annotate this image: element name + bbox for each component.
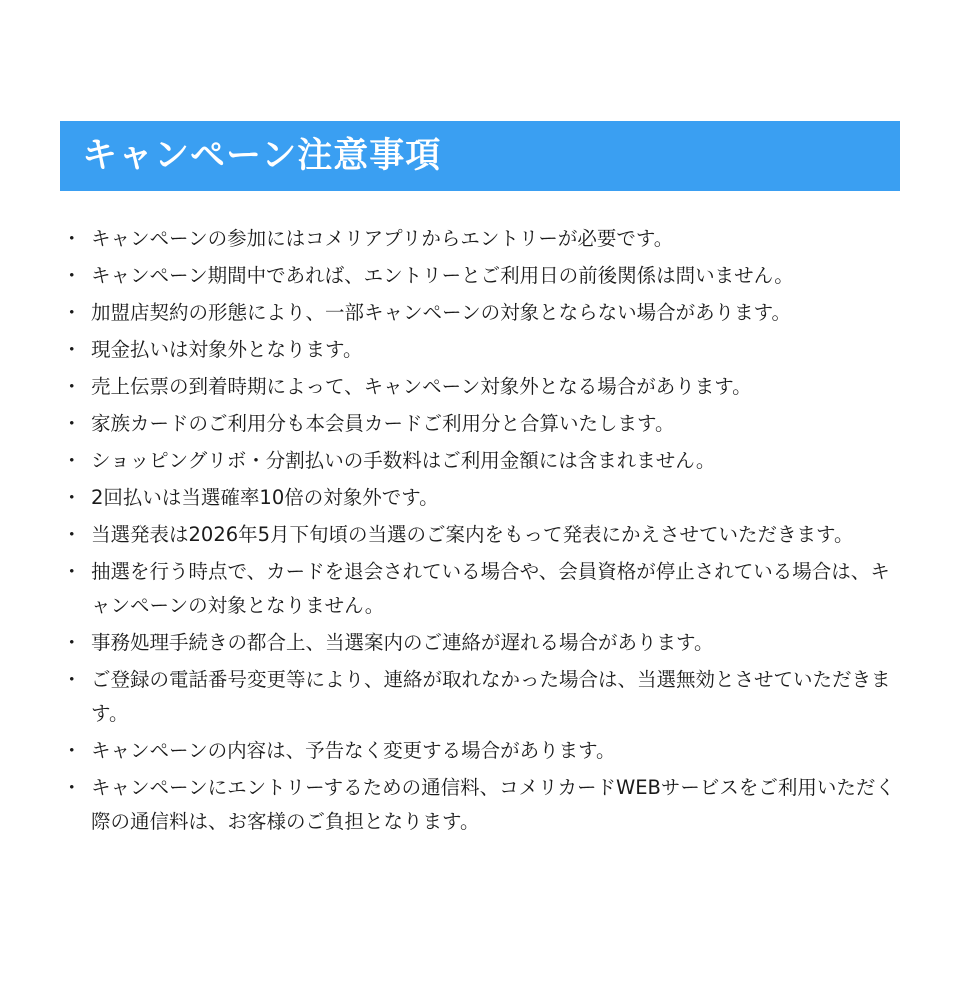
bullet-icon: ・	[62, 523, 82, 546]
list-item	[62, 771, 900, 839]
list-item	[62, 222, 900, 256]
section-header	[60, 121, 900, 191]
list-item	[62, 296, 900, 330]
note-text: 2回払いは当選確率10倍の対象外です。	[91, 486, 439, 509]
list-item	[62, 481, 900, 515]
list-item	[62, 626, 900, 660]
note-text: キャンペーンにエントリーするための通信料、コメリカードWEBサービスをご利用いただく際の通信料は、お客様のご負担となります。	[91, 776, 895, 833]
list-item	[62, 663, 900, 731]
note-text: 事務処理手続きの都合上、当選案内のご連絡が遅れる場合があります。	[91, 631, 714, 654]
bullet-icon: ・	[62, 776, 82, 799]
note-text: キャンペーンの内容は、予告なく変更する場合があります。	[91, 739, 616, 762]
bullet-icon: ・	[62, 301, 82, 324]
bullet-icon: ・	[62, 739, 82, 762]
note-text: ご登録の電話番号変更等により、連絡が取れなかった場合は、当選無効とさせていただきます。	[91, 668, 891, 725]
bullet-icon: ・	[62, 338, 82, 361]
list-item	[62, 370, 900, 404]
bullet-icon: ・	[62, 375, 82, 398]
bullet-icon: ・	[62, 486, 82, 509]
bullet-icon: ・	[62, 560, 82, 583]
bullet-icon: ・	[62, 668, 82, 691]
bullet-icon: ・	[62, 631, 82, 654]
note-text: 加盟店契約の形態により、一部キャンペーンの対象とならない場合があります。	[91, 301, 792, 324]
list-item	[62, 734, 900, 768]
note-text: キャンペーンの参加にはコメリアプリからエントリーが必要です。	[91, 227, 674, 250]
bullet-icon: ・	[62, 412, 82, 435]
note-text: 家族カードのご利用分も本会員カードご利用分と合算いたします。	[91, 412, 675, 435]
list-item	[62, 259, 900, 293]
note-text: 現金払いは対象外となります。	[91, 338, 363, 361]
note-text: ショッピングリボ・分割払いの手数料はご利用金額には含まれません。	[91, 449, 716, 472]
note-text: キャンペーン期間中であれば、エントリーとご利用日の前後関係は問いません。	[91, 264, 794, 287]
bullet-icon: ・	[62, 227, 82, 250]
campaign-notes-list	[62, 222, 900, 842]
note-text: 当選発表は2026年5月下旬頃の当選のご案内をもって発表にかえさせていただきます。	[91, 523, 854, 546]
list-item	[62, 444, 900, 478]
section-title: キャンペーン注意事項	[82, 135, 442, 176]
bullet-icon: ・	[62, 264, 82, 287]
list-item	[62, 333, 900, 367]
note-text: 売上伝票の到着時期によって、キャンペーン対象外となる場合があります。	[91, 375, 752, 398]
list-item	[62, 518, 900, 552]
bullet-icon: ・	[62, 449, 82, 472]
note-text: 抽選を行う時点で、カードを退会されている場合や、会員資格が停止されている場合は、キャンペーンの対象となりません。	[91, 560, 890, 617]
list-item	[62, 555, 900, 623]
list-item	[62, 407, 900, 441]
